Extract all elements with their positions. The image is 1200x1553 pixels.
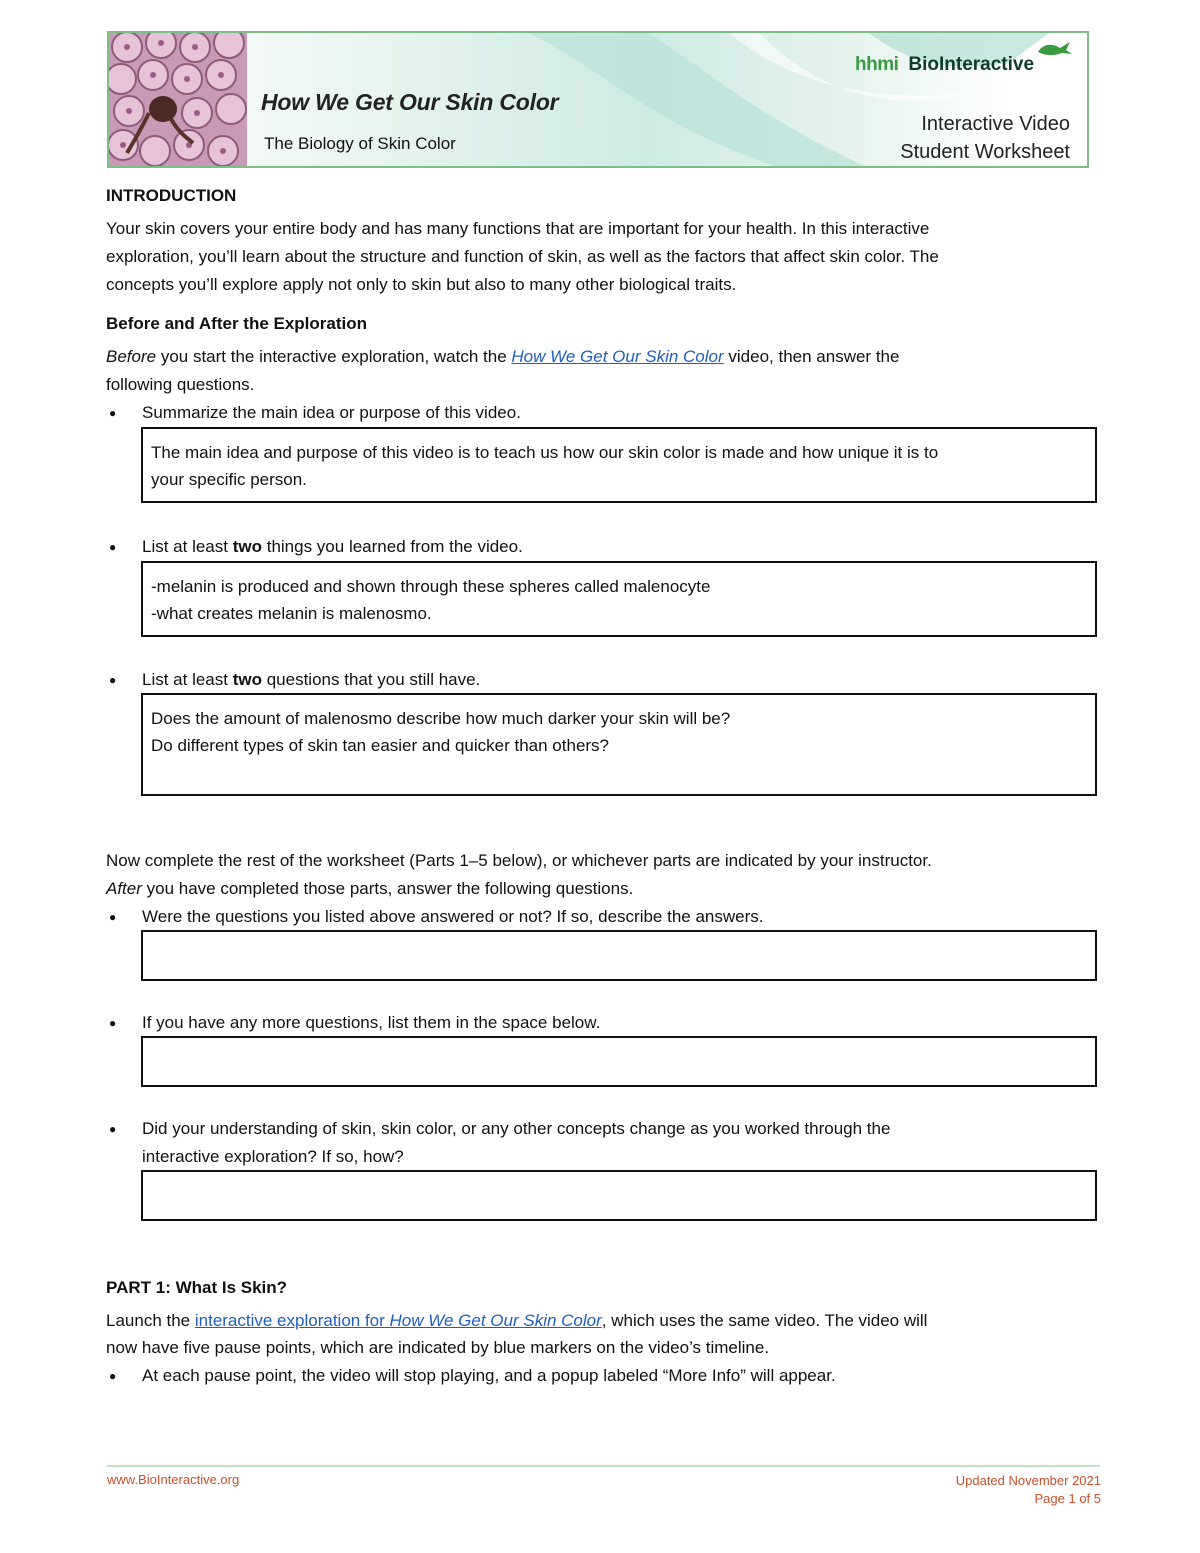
prompt-text-end: things you learned from the video. — [262, 537, 523, 556]
part1-heading: PART 1: What Is Skin? — [106, 1278, 288, 1297]
bullet-icon: ● — [109, 1122, 117, 1136]
biointeractive-logo-text: BioInteractive — [908, 54, 1035, 75]
question-prompt: Summarize the main idea or purpose of this video. — [142, 403, 521, 422]
before-text-end: video, then answer the — [723, 347, 900, 366]
before-instructions-line — [106, 343, 899, 371]
part1-bullet: At each pause point, the video will stop playing, and a popup labeled “More Info” will appear. — [142, 1366, 836, 1385]
video-link[interactable]: How We Get Our Skin Color — [511, 347, 724, 366]
introduction-heading: INTRODUCTION — [106, 186, 237, 205]
worksheet-type-line1: Interactive Video — [921, 113, 1070, 135]
skin-cells-image — [109, 33, 247, 168]
question-prompt — [142, 666, 480, 694]
answer-box[interactable]: -melanin is produced and shown through these spheres called malenocyte -what creates melanin is malenosmo. — [141, 561, 1097, 637]
bullet-icon: ● — [109, 1369, 117, 1383]
footer-info — [956, 1472, 1101, 1508]
part1-text: Launch the — [106, 1311, 195, 1330]
after-instructions-line2 — [106, 875, 633, 903]
bullet-icon: ● — [109, 910, 117, 924]
after-instructions-line: Now complete the rest of the worksheet (Parts 1–5 below), or whichever parts are indicated by your instructor. — [106, 851, 932, 870]
footer-page-number: Page 1 of 5 — [1034, 1491, 1101, 1506]
after-text: you have completed those parts, answer the following questions. — [141, 879, 634, 898]
prompt-bold: two — [232, 670, 262, 689]
part1-instructions-line — [106, 1307, 927, 1335]
bullet-icon: ● — [109, 406, 117, 420]
intro-paragraph-line: Your skin covers your entire body and has many functions that are important for your health. In this interactive — [106, 219, 930, 238]
before-text: you start the interactive exploration, watch the — [156, 347, 512, 366]
question-prompt-line2: interactive exploration? If so, how? — [142, 1147, 404, 1166]
question-prompt: If you have any more questions, list them in the space below. — [142, 1013, 601, 1032]
bullet-icon: ● — [109, 1016, 117, 1030]
bullet-icon: ● — [109, 540, 117, 554]
prompt-bold: two — [232, 537, 262, 556]
link-text-em: How We Get Our Skin Color — [389, 1311, 602, 1330]
hhmi-logo-text: hhmi — [855, 54, 899, 75]
answer-box[interactable] — [141, 930, 1097, 981]
after-emphasis: After — [106, 879, 142, 898]
intro-paragraph-line: exploration, you’ll learn about the structure and function of skin, as well as the factors that affect skin color. The — [106, 247, 939, 266]
worksheet-subtitle: The Biology of Skin Color — [264, 134, 456, 153]
biointeractive-logo-icon — [1034, 38, 1074, 58]
part1-text-end: , which uses the same video. The video will — [601, 1311, 928, 1330]
before-emphasis: Before — [106, 347, 157, 366]
worksheet-title: How We Get Our Skin Color — [261, 89, 559, 115]
prompt-text-end: questions that you still have. — [262, 670, 481, 689]
answer-box[interactable]: The main idea and purpose of this video is to teach us how our skin color is made and how unique it is to your specific person. — [141, 427, 1097, 503]
part1-instructions-line2: now have five pause points, which are indicated by blue markers on the video’s timeline. — [106, 1338, 770, 1357]
link-text: interactive exploration for — [194, 1311, 390, 1330]
header-banner — [107, 31, 1089, 168]
answer-box[interactable] — [141, 1170, 1097, 1221]
intro-paragraph-line: concepts you’ll explore apply not only to skin but also to many other biological traits. — [106, 275, 737, 294]
before-after-heading: Before and After the Exploration — [106, 314, 368, 333]
bullet-icon: ● — [109, 673, 117, 687]
question-prompt — [142, 533, 523, 561]
prompt-text: List at least — [142, 537, 233, 556]
before-instructions-line2: following questions. — [106, 375, 255, 394]
worksheet-type-line2: Student Worksheet — [900, 141, 1070, 163]
footer-updated: Updated November 2021 — [955, 1473, 1101, 1488]
answer-box[interactable]: Does the amount of malenosmo describe how much darker your skin will be? Do different types of skin tan easier and quicker than others? — [141, 693, 1097, 796]
question-prompt: Were the questions you listed above answered or not? If so, describe the answers. — [142, 907, 764, 926]
question-prompt: Did your understanding of skin, skin color, or any other concepts change as you worked through the — [142, 1119, 891, 1138]
hhmi-biointeractive-logo — [855, 54, 1034, 76]
footer-website-link[interactable]: www.BioInteractive.org — [107, 1472, 240, 1487]
answer-box[interactable] — [141, 1036, 1097, 1087]
prompt-text: List at least — [142, 670, 233, 689]
interactive-exploration-link[interactable] — [195, 1311, 602, 1330]
footer-divider — [107, 1465, 1100, 1467]
